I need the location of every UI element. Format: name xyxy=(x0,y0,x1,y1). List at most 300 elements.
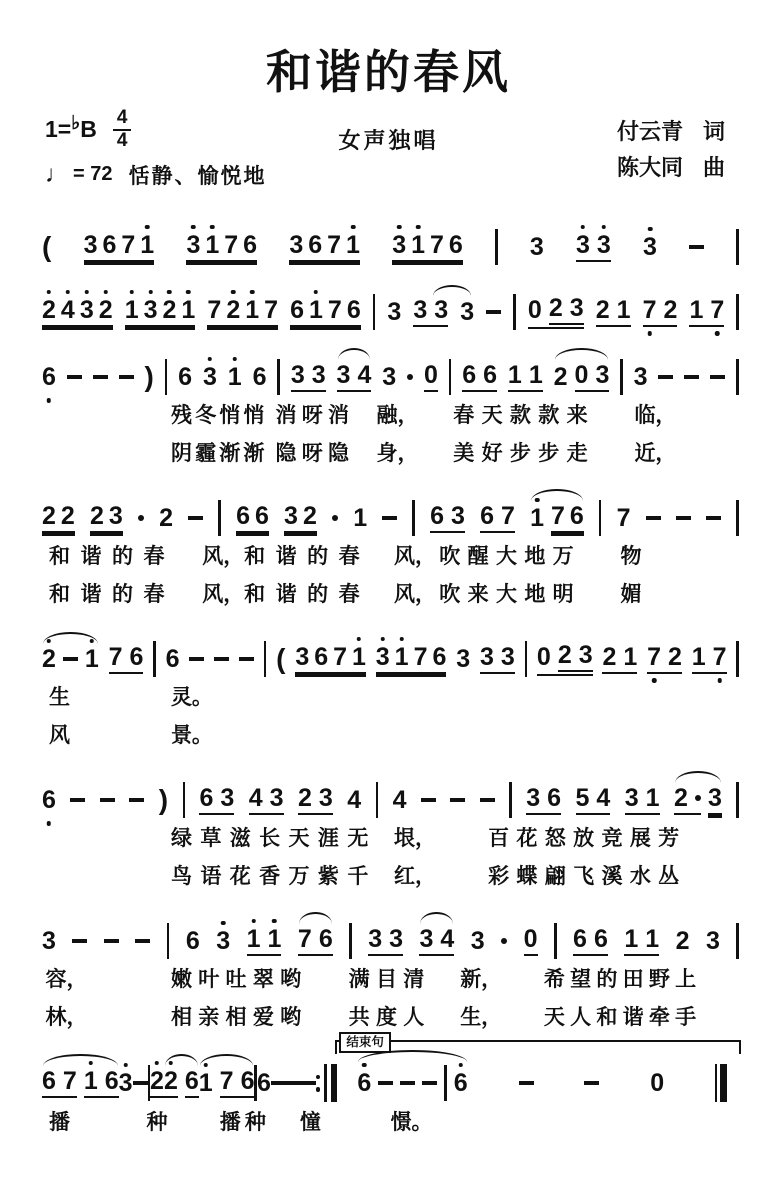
note xyxy=(42,1066,56,1095)
beam-group xyxy=(284,501,317,533)
note-value: 6 xyxy=(453,1068,468,1097)
note xyxy=(245,295,260,324)
lyric-segment: 残冬悄悄 xyxy=(170,404,268,427)
note-value: 3 xyxy=(456,644,471,673)
note xyxy=(470,926,485,955)
note xyxy=(165,644,180,673)
beam-group xyxy=(150,1066,164,1098)
note xyxy=(104,1066,119,1095)
octave-dot-high xyxy=(233,357,238,362)
note-value: 6 xyxy=(104,1066,119,1095)
octave-dot-high xyxy=(380,637,385,642)
close-paren: ) xyxy=(158,784,169,815)
beam-group xyxy=(557,640,593,672)
note-value: 1 xyxy=(84,644,99,673)
note xyxy=(392,230,407,259)
note-value: 7 xyxy=(327,295,342,324)
note-value: 6 xyxy=(573,924,587,953)
note-value: 3 xyxy=(392,230,407,259)
note xyxy=(357,1068,372,1097)
barline xyxy=(620,359,623,395)
octave-dot-high xyxy=(47,639,52,644)
octave-dot-high xyxy=(648,227,653,232)
ending-section xyxy=(345,1035,739,1102)
note xyxy=(246,924,261,953)
quarter-note-icon: ♩ xyxy=(45,160,69,188)
note xyxy=(500,642,515,671)
duration-dash xyxy=(100,798,115,802)
note-value: 2 xyxy=(42,295,56,324)
note xyxy=(645,924,660,953)
note-value: 6 xyxy=(240,1066,255,1095)
note xyxy=(432,642,447,671)
beam-group xyxy=(290,295,361,327)
note-value: 3 xyxy=(595,360,610,389)
note-value: 6 xyxy=(252,362,267,391)
lyric-segment: 和谐的春 xyxy=(244,545,371,568)
note-value: 3 xyxy=(460,297,475,326)
note-value: 6 xyxy=(42,362,56,391)
beam-group xyxy=(642,295,678,327)
barline xyxy=(554,923,557,959)
note xyxy=(202,362,217,391)
note-value: 6 xyxy=(547,783,562,812)
note xyxy=(462,360,477,389)
note-value: 3 xyxy=(143,295,158,324)
beam-group xyxy=(574,360,610,392)
duration-dash xyxy=(658,375,673,379)
note xyxy=(413,295,428,324)
octave-dot-low xyxy=(652,678,657,683)
note xyxy=(483,360,498,389)
slur-group xyxy=(674,783,722,815)
note xyxy=(643,232,657,261)
note-value: 0 xyxy=(574,360,589,389)
beam-group xyxy=(413,295,449,327)
note-value: 3 xyxy=(368,924,383,953)
music-line xyxy=(42,209,739,265)
note xyxy=(89,501,104,530)
note xyxy=(226,295,241,324)
duration-dash xyxy=(584,1081,599,1085)
music-system-4 xyxy=(42,480,739,612)
note-value: 1 xyxy=(246,924,261,953)
beam-group xyxy=(83,1066,119,1098)
repeat-dot xyxy=(316,1075,321,1080)
note xyxy=(98,295,113,324)
note xyxy=(311,360,326,389)
lyric-segment: 天人和谐牵手 xyxy=(543,1006,702,1029)
slur-group xyxy=(198,1066,255,1098)
slur-group xyxy=(42,1066,119,1098)
note xyxy=(529,232,544,261)
note-value: 3 xyxy=(290,360,305,389)
duration-dash xyxy=(214,657,229,661)
octave-dot-high xyxy=(191,225,196,230)
octave-dot-high xyxy=(272,919,277,924)
note-value: 6 xyxy=(462,360,477,389)
octave-dot-high xyxy=(123,1063,128,1068)
note xyxy=(42,362,56,391)
rest-note xyxy=(527,295,542,324)
note xyxy=(42,295,56,324)
lyrics-line-verse-1 xyxy=(42,543,739,574)
note-value: 7 xyxy=(219,1066,234,1095)
composer-line xyxy=(617,150,725,186)
note xyxy=(327,230,342,259)
lyric-segment: 风， xyxy=(202,583,245,606)
beam-group xyxy=(163,1066,178,1098)
duration-dash xyxy=(70,798,85,802)
octave-dot-high xyxy=(89,1061,94,1066)
note xyxy=(623,642,638,671)
lyric-segment: 隐呀隐 xyxy=(275,442,355,465)
beam-group xyxy=(42,295,113,327)
lyricist-name: 付云青 xyxy=(616,119,683,144)
octave-dot-low xyxy=(717,678,722,683)
note-value: 3 xyxy=(569,293,584,322)
lyric-segment: 灵。 xyxy=(170,686,213,709)
key-prefix: 1= xyxy=(45,116,72,143)
note xyxy=(569,501,584,530)
barline xyxy=(736,359,739,395)
note xyxy=(302,501,317,530)
note-value: 3 xyxy=(419,924,434,953)
subtitle: 女声独唱 xyxy=(338,128,439,153)
note-value: 0 xyxy=(650,1068,665,1097)
barline xyxy=(509,782,512,818)
note xyxy=(674,783,688,812)
note-value: 0 xyxy=(423,360,438,389)
lyric-segment: 相亲相爱哟 xyxy=(170,1006,308,1029)
note xyxy=(108,642,123,671)
note xyxy=(595,295,610,324)
note-value: 7 xyxy=(121,230,136,259)
duration-dash xyxy=(239,657,254,661)
note-value: 3 xyxy=(707,783,722,812)
note-value: 6 xyxy=(254,501,269,530)
note xyxy=(689,295,704,324)
octave-dot-high xyxy=(145,225,150,230)
note xyxy=(184,1066,199,1095)
duration-dash xyxy=(188,516,203,520)
music-line xyxy=(42,1035,739,1102)
beam-group xyxy=(595,295,631,327)
note xyxy=(290,360,305,389)
note-value: 3 xyxy=(470,926,485,955)
note xyxy=(216,926,231,955)
barline xyxy=(449,359,452,395)
note xyxy=(352,642,366,671)
note xyxy=(528,360,543,389)
note xyxy=(413,642,428,671)
note-value: 4 xyxy=(440,924,455,953)
lyric-segment: 共度人 xyxy=(348,1006,431,1029)
note xyxy=(243,230,258,259)
note-value: 6 xyxy=(480,501,495,530)
beam-group xyxy=(674,783,701,815)
note-value: 4 xyxy=(60,295,75,324)
note-value: 6 xyxy=(42,785,56,814)
note-value: 1 xyxy=(245,295,260,324)
beam-group xyxy=(707,783,722,815)
note-value: 6 xyxy=(357,1068,372,1097)
note-value: 7 xyxy=(333,642,348,671)
thick-bar xyxy=(331,1064,338,1102)
rest-note xyxy=(650,1068,665,1097)
time-signature xyxy=(113,108,132,152)
note-value: 3 xyxy=(295,642,310,671)
duration-dash xyxy=(129,798,144,802)
note-value: 2 xyxy=(297,783,312,812)
beam-group xyxy=(289,230,360,262)
lyrics-line-verse-2 xyxy=(42,440,739,471)
beam-group xyxy=(375,642,447,674)
duration-dash xyxy=(706,516,721,520)
barline xyxy=(525,641,528,677)
note-value: 1 xyxy=(181,295,196,324)
barline xyxy=(736,641,739,677)
note-value: 3 xyxy=(387,297,402,326)
lyrics-line-verse-2 xyxy=(42,863,739,894)
note xyxy=(248,783,263,812)
note-value: 1 xyxy=(346,230,360,259)
octave-dot-high xyxy=(314,290,319,295)
note xyxy=(83,1066,98,1095)
note-value: 3 xyxy=(289,230,304,259)
repeat-dot xyxy=(316,1087,321,1092)
note xyxy=(256,1068,271,1097)
note-value: 6 xyxy=(483,360,498,389)
note-value: 1 xyxy=(309,295,323,324)
lyrics-line-verse-2 xyxy=(42,581,739,612)
note xyxy=(460,297,475,326)
note xyxy=(647,642,662,671)
note-value: 4 xyxy=(248,783,263,812)
note xyxy=(596,783,611,812)
barline xyxy=(736,229,739,265)
duration-dash xyxy=(400,1081,415,1085)
beam-group xyxy=(392,230,463,262)
lyric-segment: 彩蝶翩飞溪水丛 xyxy=(488,865,687,888)
beam-group xyxy=(691,642,727,674)
note xyxy=(706,926,720,955)
lyric-segment: 景。 xyxy=(170,724,213,747)
note-value: 4 xyxy=(347,785,362,814)
octave-dot-high xyxy=(47,290,52,295)
note xyxy=(269,783,284,812)
note xyxy=(227,362,242,391)
note xyxy=(430,230,444,259)
barline xyxy=(736,923,739,959)
meter-numerator: 4 xyxy=(113,108,132,131)
lyric-segment: 生， xyxy=(460,1006,503,1029)
note-value: 7 xyxy=(430,230,444,259)
note xyxy=(710,295,725,324)
beam-group xyxy=(551,501,584,533)
octave-dot-high xyxy=(103,290,108,295)
beam-group xyxy=(689,295,725,327)
note-value: 6 xyxy=(243,230,258,259)
lyric-segment: 新， xyxy=(460,968,503,991)
key-note: B xyxy=(80,116,97,143)
beam-group xyxy=(219,1066,255,1098)
note-value: 2 xyxy=(663,295,678,324)
rest-note xyxy=(536,642,551,671)
duration-dash xyxy=(422,1081,437,1085)
duration-dash xyxy=(646,516,661,520)
rest-note xyxy=(423,360,438,389)
ending-label: 结束句 xyxy=(339,1032,391,1053)
duration-dash xyxy=(480,798,495,802)
note-value: 3 xyxy=(575,230,590,259)
beam-group xyxy=(423,360,438,392)
note xyxy=(240,1066,255,1095)
lyric-segment: 嫩叶吐翠哟 xyxy=(170,968,308,991)
augmentation-dot xyxy=(501,938,507,944)
duration-dash xyxy=(378,1081,393,1085)
note-value: 7 xyxy=(647,642,662,671)
note xyxy=(124,295,139,324)
slur-group xyxy=(357,1065,467,1101)
note-value: 7 xyxy=(264,295,279,324)
note xyxy=(60,501,75,530)
octave-dot-high xyxy=(399,637,404,642)
note-value: 4 xyxy=(357,360,372,389)
note xyxy=(551,501,565,530)
repeat-end-barline xyxy=(316,1064,338,1102)
duration-dash xyxy=(684,375,699,379)
note xyxy=(162,295,177,324)
note-value: 3 xyxy=(118,1068,133,1097)
beam-group xyxy=(480,501,515,533)
lyric-segment: 临， xyxy=(634,404,677,427)
octave-dot-high xyxy=(251,919,256,924)
octave-dot-high xyxy=(186,290,191,295)
beam-group xyxy=(527,293,584,329)
note-value: 6 xyxy=(346,295,361,324)
note xyxy=(389,924,403,953)
music-system-1 xyxy=(42,209,739,265)
lyric-segment: 身， xyxy=(376,442,419,465)
note-value: 3 xyxy=(529,232,544,261)
note-value: 4 xyxy=(596,783,611,812)
note-value: 1 xyxy=(507,360,522,389)
beam-group xyxy=(624,783,660,815)
lyric-segment: 生 xyxy=(48,686,70,709)
slur-group xyxy=(336,360,372,392)
octave-dot-high xyxy=(66,290,71,295)
lyric-segment: 美好步步走 xyxy=(453,442,595,465)
music-system-2 xyxy=(42,274,739,330)
octave-dot-high xyxy=(581,225,586,230)
lyric-segment: 播种 xyxy=(219,1111,271,1134)
note xyxy=(368,924,383,953)
octave-dot-high xyxy=(351,225,356,230)
note-value: 2 xyxy=(98,295,113,324)
note xyxy=(633,362,648,391)
lyrics-line-verse-1 xyxy=(42,1109,739,1140)
note xyxy=(547,783,562,812)
thin-bar xyxy=(715,1064,718,1102)
beam-group xyxy=(507,360,543,392)
note-value: 3 xyxy=(336,360,351,389)
note xyxy=(42,644,56,673)
note-value: 3 xyxy=(220,783,235,812)
duration-dash xyxy=(271,1081,286,1085)
music-line xyxy=(42,339,739,395)
note xyxy=(593,924,608,953)
note-value: 6 xyxy=(236,501,250,530)
lyric-segment: 风， xyxy=(393,583,436,606)
slur-group xyxy=(419,924,455,956)
lyric-segment: 阴霾渐渐 xyxy=(170,442,268,465)
note-value: 2 xyxy=(89,501,104,530)
note-value: 2 xyxy=(557,640,572,669)
octave-dot-high xyxy=(458,1063,463,1068)
music-system-7 xyxy=(42,903,739,1035)
note xyxy=(121,230,136,259)
note xyxy=(645,783,660,812)
note xyxy=(507,360,522,389)
beam-group xyxy=(368,924,403,956)
lyric-segment: 种 xyxy=(146,1111,168,1134)
note xyxy=(327,295,342,324)
slur-group xyxy=(297,924,333,956)
note xyxy=(616,503,631,532)
repeat-dots xyxy=(316,1075,321,1092)
note xyxy=(675,926,690,955)
note-value: 1 xyxy=(227,362,242,391)
note xyxy=(387,297,402,326)
note-value: 2 xyxy=(602,642,617,671)
barline xyxy=(495,229,498,265)
rest-note xyxy=(523,924,538,953)
duration-dash xyxy=(93,375,108,379)
note-value: 3 xyxy=(375,642,390,671)
beam-group xyxy=(573,924,608,956)
note-value: 3 xyxy=(578,640,593,669)
slur-group xyxy=(530,501,584,533)
octave-dot-high xyxy=(167,290,172,295)
note xyxy=(668,642,682,671)
beam-group xyxy=(536,640,593,676)
lyrics-line-verse-1 xyxy=(42,825,739,856)
note xyxy=(707,783,722,812)
note xyxy=(150,1066,164,1095)
note-value: 6 xyxy=(102,230,117,259)
note-value: 3 xyxy=(79,295,94,324)
augmentation-dot xyxy=(138,515,144,521)
note xyxy=(289,230,304,259)
close-paren: ) xyxy=(144,361,154,392)
duration-dash xyxy=(519,1081,534,1085)
note-value: 1 xyxy=(530,503,544,532)
note xyxy=(318,924,333,953)
duration-dash xyxy=(689,245,704,249)
note-value: 2 xyxy=(42,501,56,530)
note-value: 2 xyxy=(553,362,568,391)
beam-group xyxy=(575,230,611,262)
note xyxy=(181,295,196,324)
note-value: 3 xyxy=(413,295,428,324)
barline xyxy=(736,782,739,818)
octave-dot-high xyxy=(155,1061,160,1066)
note xyxy=(264,295,279,324)
note xyxy=(663,295,678,324)
barline xyxy=(183,782,186,818)
note-value: 3 xyxy=(83,230,98,259)
